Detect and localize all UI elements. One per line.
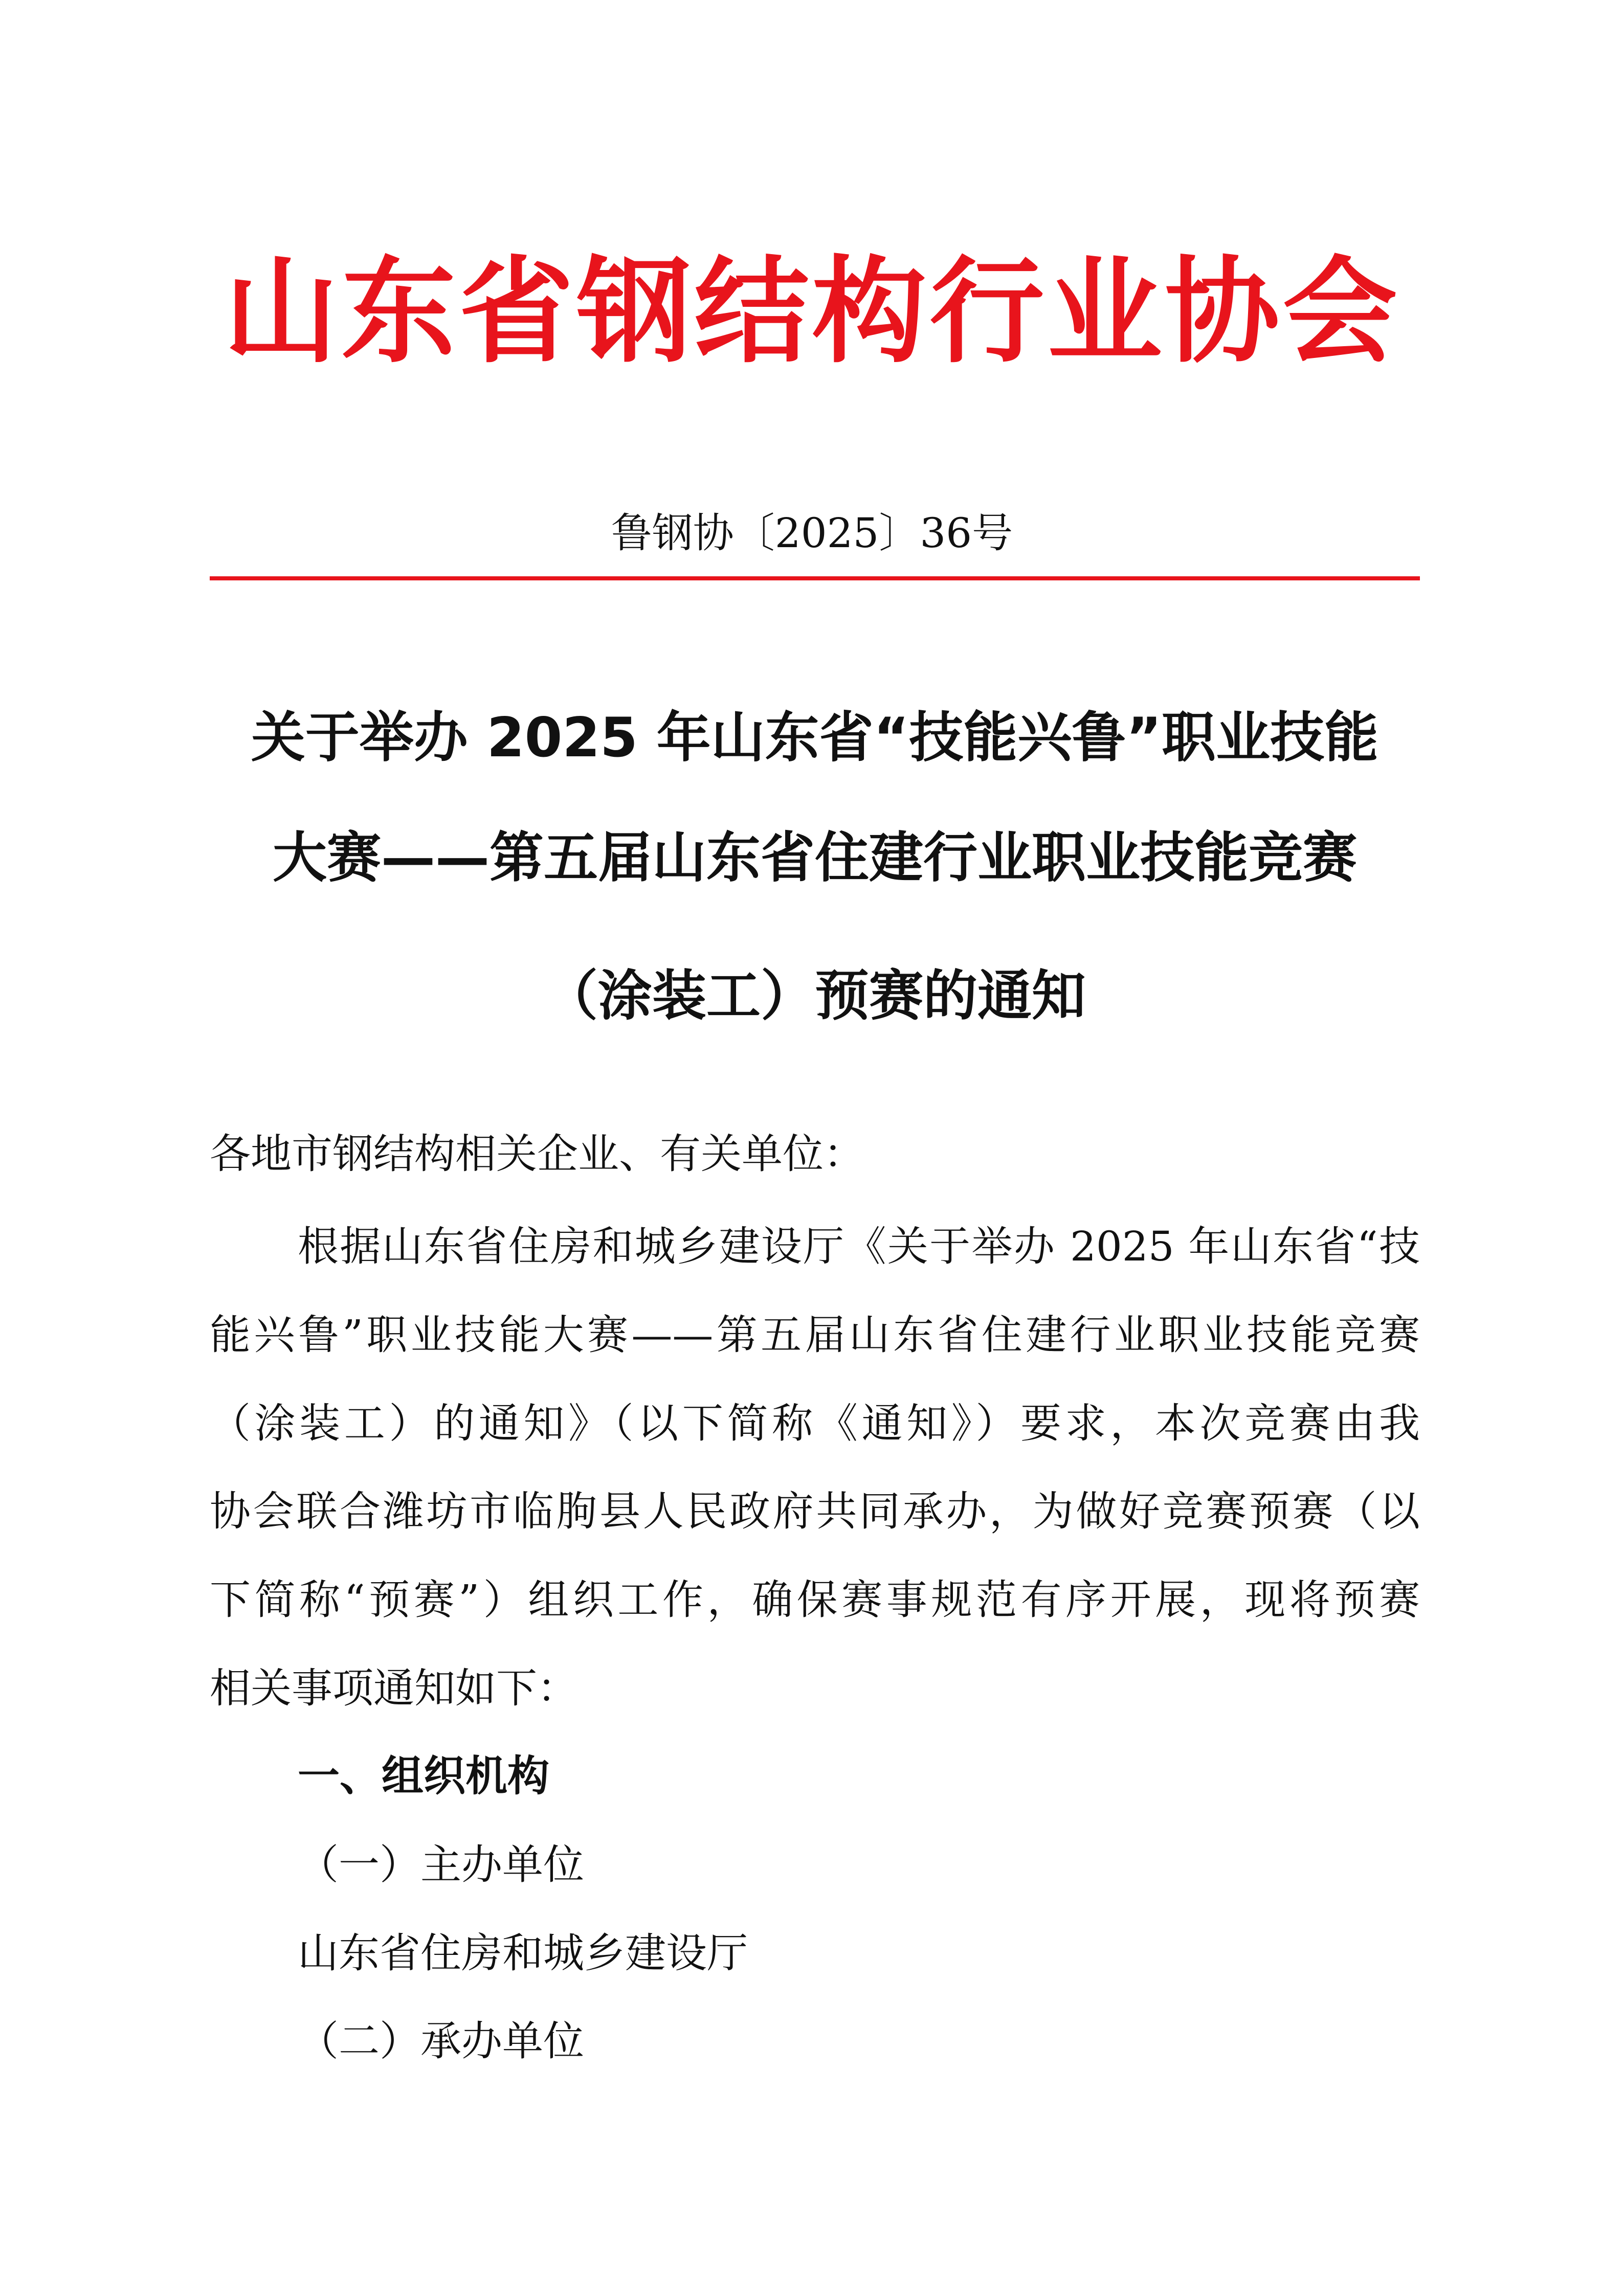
salutation: 各地市钢结构相关企业、有关单位： [210, 1130, 864, 1178]
organizer-name: 山东省住房和城乡建设厅 [298, 1929, 748, 1977]
notice-title-line-1: 关于举办 2025 年山东省“技能兴鲁”职业技能 [251, 706, 1379, 769]
paragraph-line-4: 协会联合潍坊市临朐县人民政府共同承办，为做好竞赛预赛（以 [210, 1488, 1420, 1535]
paragraph-line-6: 相关事项通知如下： [210, 1664, 578, 1712]
paragraph-line-2: 能兴鲁”职业技能大赛——第五届山东省住建行业职业技能竞赛 [210, 1311, 1420, 1359]
paragraph-line-1: 根据山东省住房和城乡建设厅《关于举办 2025 年山东省“技 [298, 1223, 1420, 1270]
section-heading-organization: 一、组织机构 [298, 1752, 550, 1800]
red-header-divider [210, 576, 1420, 580]
subsection-organizer: （一）主办单位 [298, 1841, 584, 1888]
notice-title-line-2: 大赛——第五届山东省住建行业职业技能竞赛 [273, 826, 1357, 889]
paragraph-line-5: 下简称“预赛”）组织工作，确保赛事规范有序开展，现将预赛 [210, 1576, 1420, 1624]
notice-title-line-3: （涂装工）预赛的通知 [544, 964, 1086, 1027]
document-number: 鲁钢协〔2025〕36号 [611, 509, 1013, 557]
organization-title: 山东省钢结构行业协会 [224, 245, 1400, 378]
subsection-host: （二）承办单位 [298, 2017, 584, 2065]
paragraph-line-3: （涂装工）的通知》（以下简称《通知》）要求，本次竞赛由我 [210, 1400, 1420, 1447]
